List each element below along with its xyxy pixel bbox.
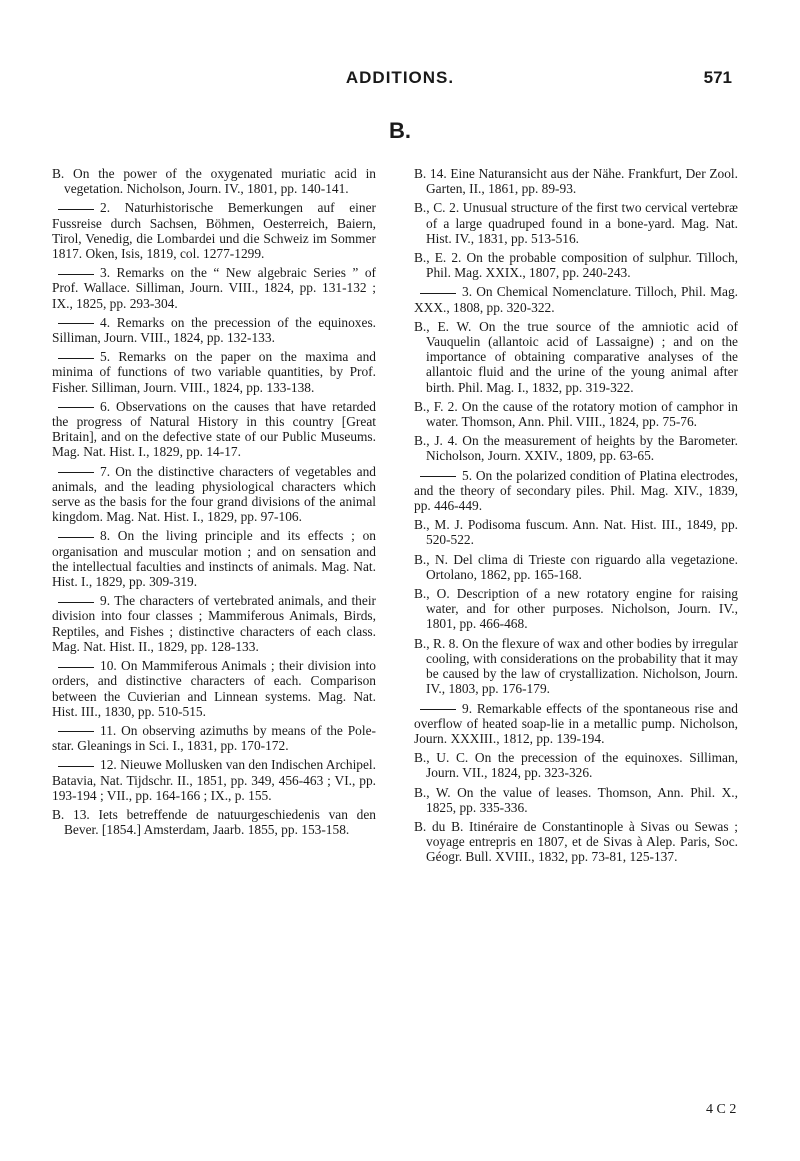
bibliography-entry: B., E. W. On the true source of the amniotic acid of Vauquelin (allantoic acid of Lassaigne) ; and on the importance of obtaining comparative analyses of the allantoic fluid and the urine of the young animal after birth. Phil. Mag. I., 1832, pp. 319-322. (414, 318, 738, 395)
section-letter: B. (389, 118, 411, 143)
right-column (414, 166, 738, 869)
bibliography-entry: B. 14. Eine Naturansicht aus der Nähe. Frankfurt, Der Zool. Garten, II., 1861, pp. 89-93. (414, 166, 738, 197)
bibliography-entry: 7. On the distinctive characters of vegetables and animals, and the leading physiological characters which serve as the basis for the four grand divisions of the animal kingdom. Mag. Nat. Hist. I., 1829, pp. 97-106. (52, 463, 376, 525)
bibliography-entry: B., M. J. Podisoma fuscum. Ann. Nat. Hist. III., 1849, pp. 520-522. (414, 517, 738, 548)
bibliography-entry: 12. Nieuwe Mollusken van den Indischen Archipel. Batavia, Nat. Tijdschr. II., 1851, pp. 349, 456-463 ; VI., pp. 193-194 ; VII., pp. 164-166 ; IX., p. 155. (52, 757, 376, 803)
bibliography-entry: 6. Observations on the causes that have retarded the progress of Natural History in this country [Great Britain], and on the defective state of our Public Museums. Mag. Nat. Hist. I., 1829, pp. 14-17. (52, 398, 376, 460)
bibliography-entry: B., F. 2. On the cause of the rotatory motion of camphor in water. Thomson, Ann. Phil. VIII., 1824, pp. 75-76. (414, 398, 738, 430)
bibliography-entry: B., J. 4. On the measurement of heights by the Barometer. Nicholson, Journ. XXIV., 1809, pp. 63-65. (414, 433, 738, 464)
bibliography-entry: 9. The characters of vertebrated animals, and their division into four classes ; Mammiferous Animals, Birds, Reptiles, and Fishes ; distinctive characters of each class. Mag. Nat. Hist. II., 1829, pp. 128-133. (52, 593, 376, 654)
bibliography-entry: B. 13. Iets betreffende de natuurgeschiedenis van den Bever. [1854.] Amsterdam, Jaarb. 1855, pp. 153-158. (52, 806, 376, 838)
left-column (52, 166, 376, 841)
bibliography-entry: 8. On the living principle and its effects ; on organisation and muscular motion ; and on sensation and the intellectual faculties and instincts of animals. Mag. Nat. Hist. I., 1829, pp. 309-319. (52, 528, 376, 590)
bibliography-entry: B., W. On the value of leases. Thomson, Ann. Phil. X., 1825, pp. 335-336. (414, 784, 738, 815)
running-title: ADDITIONS. (345, 68, 455, 87)
bibliography-entry: 4. Remarks on the precession of the equinoxes. Silliman, Journ. VIII., 1824, pp. 132-133. (52, 314, 376, 346)
bibliography-entry: 5. Remarks on the paper on the maxima and minima of functions of two variable quantities, by Prof. Fisher. Silliman, Journ. VIII., 1824, pp. 133-138. (52, 349, 376, 395)
bibliography-entry: B., N. Del clima di Trieste con riguardo alla vegetazione. Ortolano, 1862, pp. 165-168. (414, 551, 738, 582)
bibliography-entry: B., O. Description of a new rotatory engine for raising water, and for other purposes. Nicholson, Journ. IV., 1801, pp. 466-468. (414, 586, 738, 632)
page-number: 571 (703, 68, 732, 87)
bibliography-entry: 10. On Mammiferous Animals ; their division into orders, and distinctive characters of each. Comparison between the Cuvierian and Linnean systems. Mag. Nat. Hist. III., 1830, pp. 510-515. (52, 658, 376, 719)
page-header (0, 68, 800, 98)
bibliography-entry: 3. Remarks on the “ New algebraic Series ” of Prof. Wallace. Silliman, Journ. VIII., 1824, pp. 131-132 ; IX., 1825, pp. 293-304. (52, 265, 376, 311)
bibliography-entry: 2. Naturhistorische Bemerkungen auf einer Fussreise durch Sachsen, Böhmen, Oesterreich, Baiern, Tirol, Venedig, die Lombardei und die Schweiz im Sommer 1817. Oken, Isis, 1819, col. 1277-1299. (52, 200, 376, 262)
bibliography-entry: 3. On Chemical Nomenclature. Tilloch, Phil. Mag. XXX., 1808, pp. 320-322. (414, 284, 738, 315)
bibliography-entry: B., R. 8. On the flexure of wax and other bodies by irregular cooling, with considerations on the probability that it may be caused by the law of crystallization. Nicholson, Journ. IV., 1803, pp. 176-179. (414, 635, 738, 697)
bibliography-entry: B., U. C. On the precession of the equinoxes. Silliman, Journ. VII., 1824, pp. 323-326. (414, 750, 738, 781)
bibliography-entry: B., C. 2. Unusual structure of the first two cervical vertebræ of a large quadruped found in a bone-yard. Mag. Nat. Hist. IV., 1831, pp. 513-516. (414, 200, 738, 246)
bibliography-entry: 11. On observing azimuths by means of the Pole-star. Gleanings in Sci. I., 1831, pp. 170-172. (52, 722, 376, 754)
bibliography-entry: B. On the power of the oxygenated muriatic acid in vegetation. Nicholson, Journ. IV., 1801, pp. 140-141. (52, 166, 376, 197)
bibliography-entry: B., E. 2. On the probable composition of sulphur. Tilloch, Phil. Mag. XXIX., 1807, pp. 240-243. (414, 250, 738, 281)
bibliography-entry: 9. Remarkable effects of the spontaneous rise and overflow of heated soap-lie in a metallic pump. Nicholson, Journ. XXXIII., 1812, pp. 139-194. (414, 700, 738, 746)
bibliography-entry: 5. On the polarized condition of Platina electrodes, and the theory of secondary piles. Phil. Mag. XIV., 1839, pp. 446-449. (414, 467, 738, 514)
bibliography-entry: B. du B. Itinéraire de Constantinople à Sivas ou Sewas ; voyage entrepris en 1807, et de Sivas à Alep. Paris, Soc. Géogr. Bull. XVIII., 1832, pp. 73-81, 125-137. (414, 818, 738, 865)
signature-mark: 4 C 2 (706, 1102, 737, 1117)
